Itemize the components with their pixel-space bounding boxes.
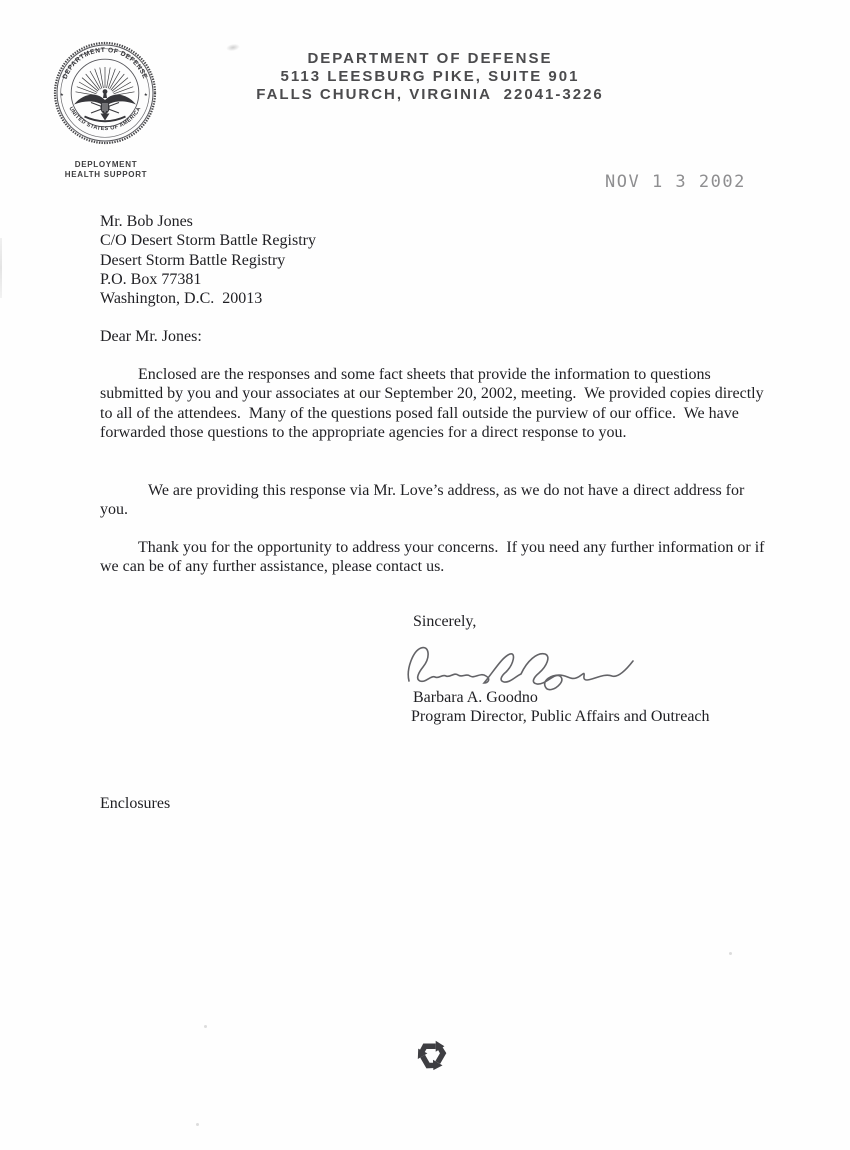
recipient-address (100, 212, 316, 308)
recipient-po-box: P.O. Box 77381 (100, 270, 202, 288)
office-label (31, 160, 181, 180)
office-label-line2: HEALTH SUPPORT (64, 170, 148, 179)
recipient-org-line: Desert Storm Battle Registry (100, 251, 286, 269)
agency-address-line2: FALLS CHURCH, VIRGINIA 22041-3226 (256, 86, 604, 103)
scan-artifact (204, 1025, 207, 1028)
recipient-city-line: Washington, D.C. 20013 (100, 290, 263, 308)
signature-stroke (408, 648, 633, 690)
body-paragraph-1: Enclosed are the responses and some fact sheets that provide the information to questions submitted by you and your associates at our September 20, 2002, meeting. We provided copies directly to all of the attendees. Many of the questions posed fall outside the purview of our office. We have forwarded those questions to the appropriate agencies for a direct response to you. (100, 366, 768, 441)
letterhead (180, 50, 680, 104)
recycle-icon (409, 1032, 455, 1078)
date-stamp: NOV 1 3 2002 (605, 172, 746, 192)
dod-seal (53, 40, 157, 146)
scan-artifact (0, 238, 2, 298)
seal-ring-bottom-text: UNITED STATES OF AMERICA (67, 106, 143, 133)
salutation: Dear Mr. Jones: (100, 328, 202, 345)
seal-star-right-icon: ★ (143, 92, 148, 98)
seal-ring-top-text: DEPARTMENT OF DEFENSE (61, 46, 149, 81)
valediction: Sincerely, (413, 613, 477, 630)
recipient-name: Mr. Bob Jones (100, 213, 193, 230)
office-label-line1: DEPLOYMENT (74, 160, 138, 169)
body-paragraph-3: Thank you for the opportunity to address your concerns. If you need any further information or if we can be of any further assistance, please contact us. (100, 539, 769, 576)
scan-artifact (729, 952, 732, 955)
signer-title: Program Director, Public Affairs and Outreach (411, 708, 710, 725)
enclosures-label: Enclosures (100, 795, 171, 812)
recipient-co-line: C/O Desert Storm Battle Registry (100, 232, 316, 250)
agency-address-line1: 5113 LEESBURG PIKE, SUITE 901 (280, 68, 580, 85)
signer-name: Barbara A. Goodno (413, 689, 538, 706)
seal-star-left-icon: ★ (59, 92, 64, 98)
handwritten-signature (404, 637, 639, 693)
scan-artifact (196, 1123, 199, 1126)
body-paragraph-2: We are providing this response via Mr. Love’s address, as we do not have a direct address for you. (100, 482, 749, 519)
agency-name: DEPARTMENT OF DEFENSE (307, 50, 553, 67)
